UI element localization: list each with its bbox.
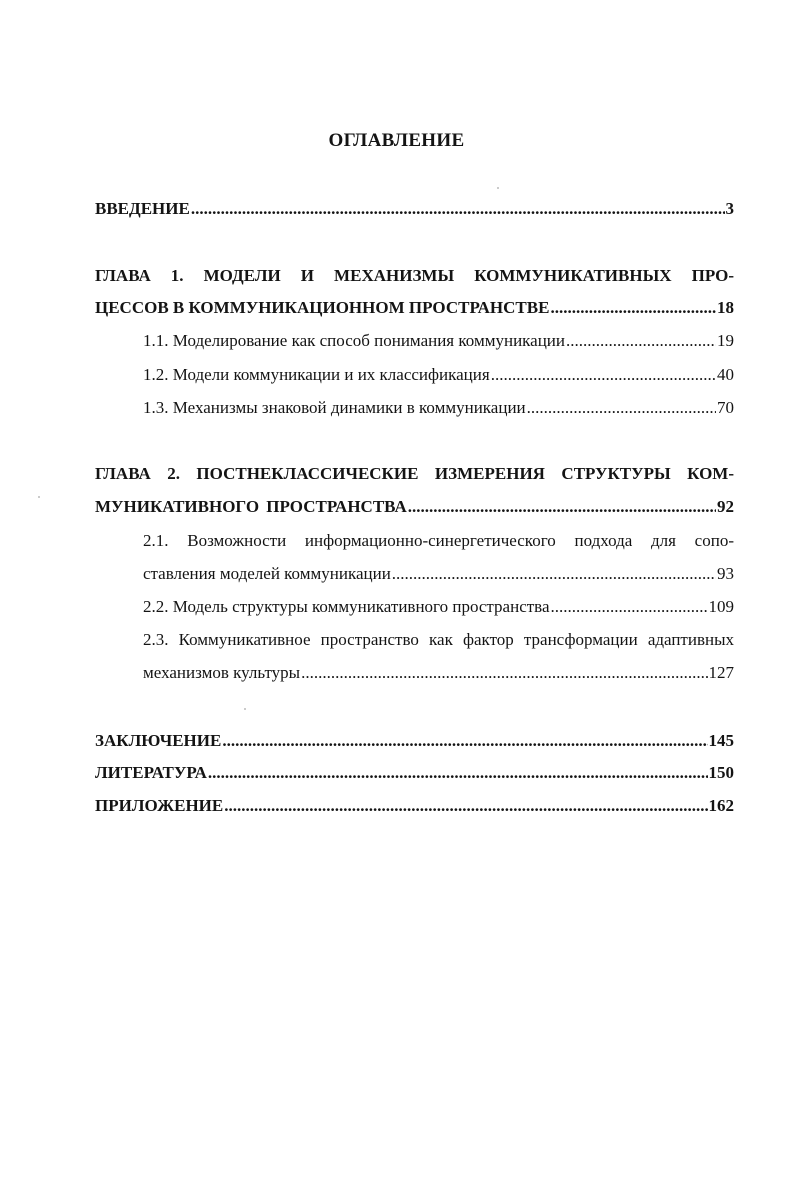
toc-entry-page: 109 [708, 597, 734, 616]
toc-entry-section-2-3 [143, 659, 734, 687]
scan-speck [244, 708, 246, 710]
dot-leader [408, 493, 716, 521]
dot-leader [301, 659, 707, 687]
dot-leader [491, 361, 716, 389]
toc-entry-label: ЗАКЛЮЧЕНИЕ [95, 731, 222, 750]
toc-entry-section-2-2 [143, 593, 734, 621]
dot-leader [551, 593, 708, 621]
toc-entry-label: 1.3. Механизмы знаковой динамики в коммуникации [143, 398, 526, 417]
toc-entry-chapter2 [95, 493, 734, 521]
toc-entry-section-1-3 [143, 394, 734, 422]
chapter2-title-line1: ГЛАВА 2. ПОСТНЕКЛАССИЧЕСКИЕ ИЗМЕРЕНИЯ СТРУКТУРЫ КОМ- [95, 464, 734, 483]
toc-entry-page: 145 [708, 731, 734, 750]
dot-leader [208, 759, 708, 787]
toc-entry-page: 127 [708, 663, 734, 682]
dot-leader [527, 394, 716, 422]
toc-entry-page: 92 [717, 497, 734, 516]
toc-entry-page: 93 [717, 564, 734, 583]
toc-entry-label: ЛИТЕРАТУРА [95, 763, 207, 782]
toc-entry-label: ПРИЛОЖЕНИЕ [95, 796, 224, 815]
section-2-3-line2: механизмов культуры [143, 663, 301, 682]
chapter2-title-line2: МУНИКАТИВНОГО ПРОСТРАНСТВА [95, 497, 407, 516]
chapter1-title-line2: ЦЕССОВ В КОММУНИКАЦИОННОМ ПРОСТРАНСТВЕ [95, 298, 550, 317]
section-2-1-line1: 2.1. Возможности информационно-синергетического подхода для сопо- [143, 531, 734, 550]
toc-entry-label: 1.1. Моделирование как способ понимания коммуникации [143, 331, 566, 350]
dot-leader [222, 727, 707, 755]
toc-entry-label: ВВЕДЕНИЕ [95, 199, 190, 218]
toc-entry-page: 150 [708, 763, 734, 782]
toc-entry-intro [95, 195, 734, 223]
page-title: ОГЛАВЛЕНИЕ [328, 130, 465, 151]
toc-entry-page: 162 [708, 796, 734, 815]
toc-entry-page: 19 [717, 331, 734, 350]
toc-entry-section-2-1 [143, 560, 734, 588]
toc-entry-label: 2.2. Модель структуры коммуникативного пространства [143, 597, 550, 616]
chapter1-title-line1: ГЛАВА 1. МОДЕЛИ И МЕХАНИЗМЫ КОММУНИКАТИВНЫХ ПРО- [95, 266, 734, 285]
toc-entry-appendix [95, 792, 734, 820]
scan-speck [497, 187, 499, 189]
toc-entry-literature [95, 759, 734, 787]
toc-entry-page: 70 [717, 398, 734, 417]
dot-leader [550, 294, 716, 322]
toc-entry-chapter1 [95, 294, 734, 322]
toc-entry-section-1-1 [143, 327, 734, 355]
toc-entry-conclusion [95, 727, 734, 755]
toc-entry-page: 3 [725, 199, 734, 218]
dot-leader [191, 195, 725, 223]
section-2-1-line2: ставления моделей коммуникации [143, 564, 391, 583]
section-2-3-line1: 2.3. Коммуникативное пространство как фактор трансформации адаптивных [143, 630, 734, 649]
toc-entry-page: 40 [717, 365, 734, 384]
toc-entry-section-1-2 [143, 361, 734, 389]
toc-entry-label: 1.2. Модели коммуникации и их классификация [143, 365, 490, 384]
scan-speck [38, 496, 40, 498]
dot-leader [566, 327, 716, 355]
dot-leader [392, 560, 716, 588]
dot-leader [224, 792, 707, 820]
toc-entry-page: 18 [717, 298, 734, 317]
